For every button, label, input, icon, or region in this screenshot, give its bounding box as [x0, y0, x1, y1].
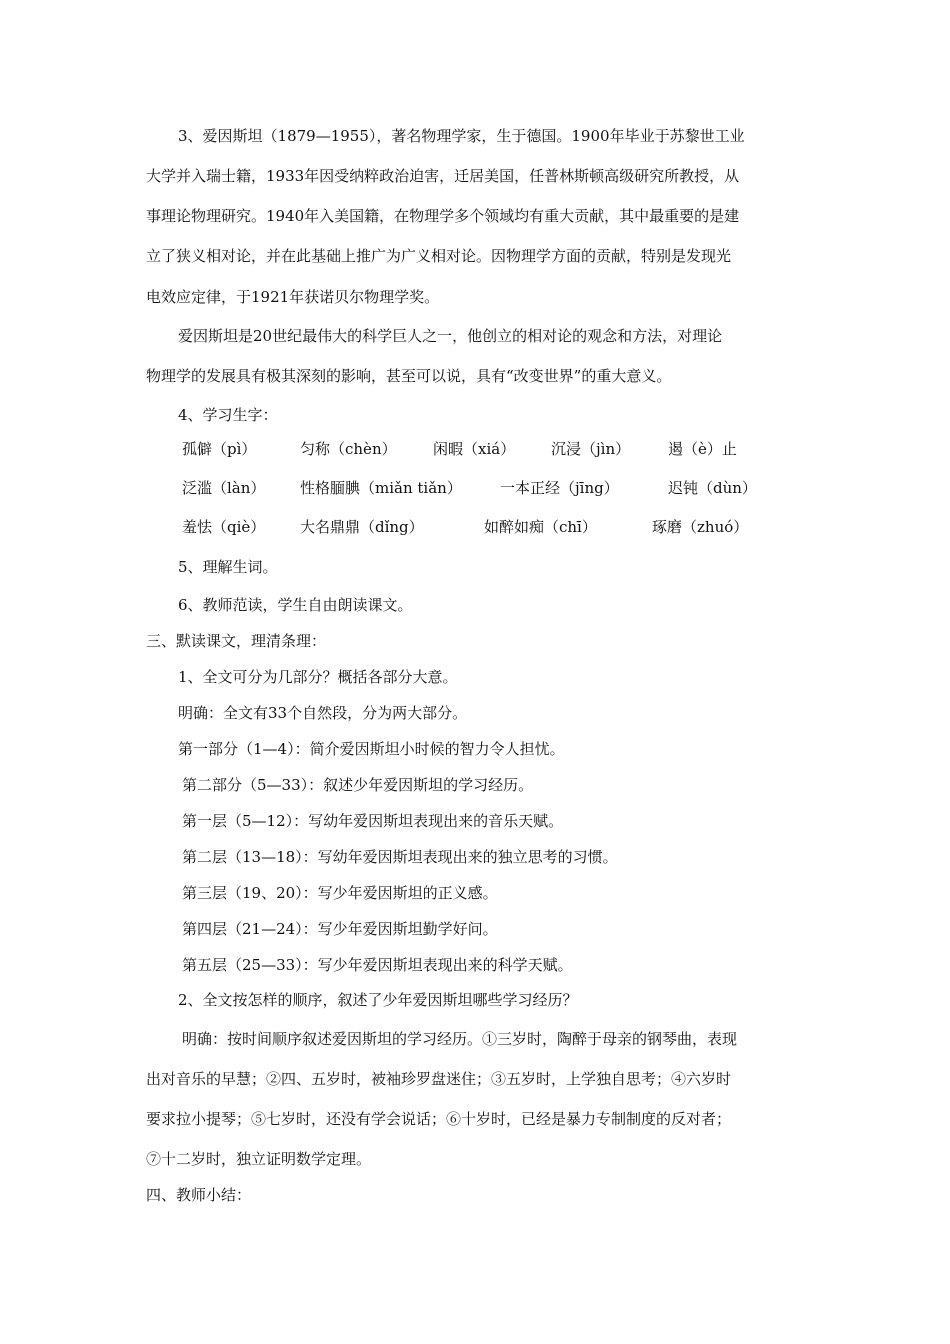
vocab-item: 遏（è）止	[668, 440, 737, 458]
vocab-item: 孤僻（pì）	[182, 440, 257, 458]
paragraph-line: 3、爱因斯坦（1879—1955），著名物理学家，生于德国。1900年毕业于苏黎世工业	[178, 127, 745, 145]
vocab-item: 性格腼腆（miǎn tiǎn）	[300, 479, 462, 497]
answer-line: 出对音乐的早慧；②四、五岁时，被袖珍罗盘迷住；③五岁时，上学独自思考；④六岁时	[146, 1070, 732, 1088]
layer-line: 第五层（25—33）：写少年爱因斯坦表现出来的科学天赋。	[182, 956, 573, 974]
vocab-item: 琢磨（zhuó）	[652, 518, 749, 536]
section-heading: 4、学习生字：	[178, 406, 278, 424]
vocab-row	[0, 517, 950, 541]
vocab-item: 泛滥（làn）	[182, 479, 266, 497]
paragraph-line: 立了狭义相对论，并在此基础上推广为广义相对论。因物理学方面的贡献，特别是发现光	[146, 247, 732, 265]
section-heading: 三、默读课文，理清条理：	[146, 632, 327, 650]
vocab-item: 迟钝（dùn）	[668, 479, 757, 497]
paragraph-line: 爱因斯坦是20世纪最伟大的科学巨人之一，他创立的相对论的观念和方法，对理论	[178, 327, 723, 345]
vocab-item: 羞怯（qiè）	[182, 518, 266, 536]
paragraph-line: 物理学的发展具有极其深刻的影响，甚至可以说，具有“改变世界”的重大意义。	[146, 367, 672, 385]
vocab-item: 沉浸（jìn）	[551, 440, 631, 458]
answer-1: 明确：全文有33个自然段，分为两大部分。	[178, 704, 468, 722]
layer-line: 第四层（21—24）：写少年爱因斯坦勤学好问。	[182, 920, 498, 938]
answer-line: 明确：按时间顺序叙述爱因斯坦的学习经历。①三岁时，陶醉于母亲的钢琴曲，表现	[182, 1030, 738, 1048]
vocab-item: 大名鼎鼎（dǐng）	[300, 518, 424, 536]
vocab-item: 闲暇（xiá）	[433, 440, 516, 458]
vocab-row	[0, 439, 950, 463]
question-2: 2、全文按怎样的顺序，叙述了少年爱因斯坦哪些学习经历？	[178, 991, 578, 1009]
layer-line: 第一层（5—12）：写幼年爱因斯坦表现出来的音乐天赋。	[182, 812, 564, 830]
section-heading: 四、教师小结：	[146, 1186, 252, 1204]
answer-line: ⑦十二岁时，独立证明数学定理。	[146, 1150, 372, 1168]
vocab-row	[0, 478, 950, 502]
item-6: 6、教师范读，学生自由朗读课文。	[178, 596, 413, 614]
part-2-summary: 第二部分（5—33）：叙述少年爱因斯坦的学习经历。	[182, 776, 534, 794]
vocab-item: 匀称（chèn）	[300, 440, 397, 458]
answer-line: 要求拉小提琴；⑤七岁时，还没有学会说话；⑥十岁时，已经是暴力专制制度的反对者；	[146, 1110, 732, 1128]
vocab-item: 如醉如痴（chī）	[484, 518, 597, 536]
paragraph-line: 大学并入瑞士籍，1933年因受纳粹政治迫害，迁居美国，任普林斯顿高级研究所教授，从	[146, 167, 740, 185]
question-1: 1、全文可分为几部分？概括各部分大意。	[178, 668, 458, 686]
part-1-summary: 第一部分（1—4）：简介爱因斯坦小时候的智力令人担忧。	[178, 740, 565, 758]
paragraph-line: 事理论物理研究。1940年入美国籍，在物理学多个领域均有重大贡献，其中最重要的是建	[146, 207, 740, 225]
paragraph-line: 电效应定律，于1921年获诺贝尔物理学奖。	[146, 288, 440, 306]
vocab-item: 一本正经（jīng）	[500, 479, 619, 497]
layer-line: 第三层（19、20）：写少年爱因斯坦的正义感。	[182, 884, 498, 902]
item-5: 5、理解生词。	[178, 558, 278, 576]
layer-line: 第二层（13—18）：写幼年爱因斯坦表现出来的独立思考的习惯。	[182, 848, 618, 866]
